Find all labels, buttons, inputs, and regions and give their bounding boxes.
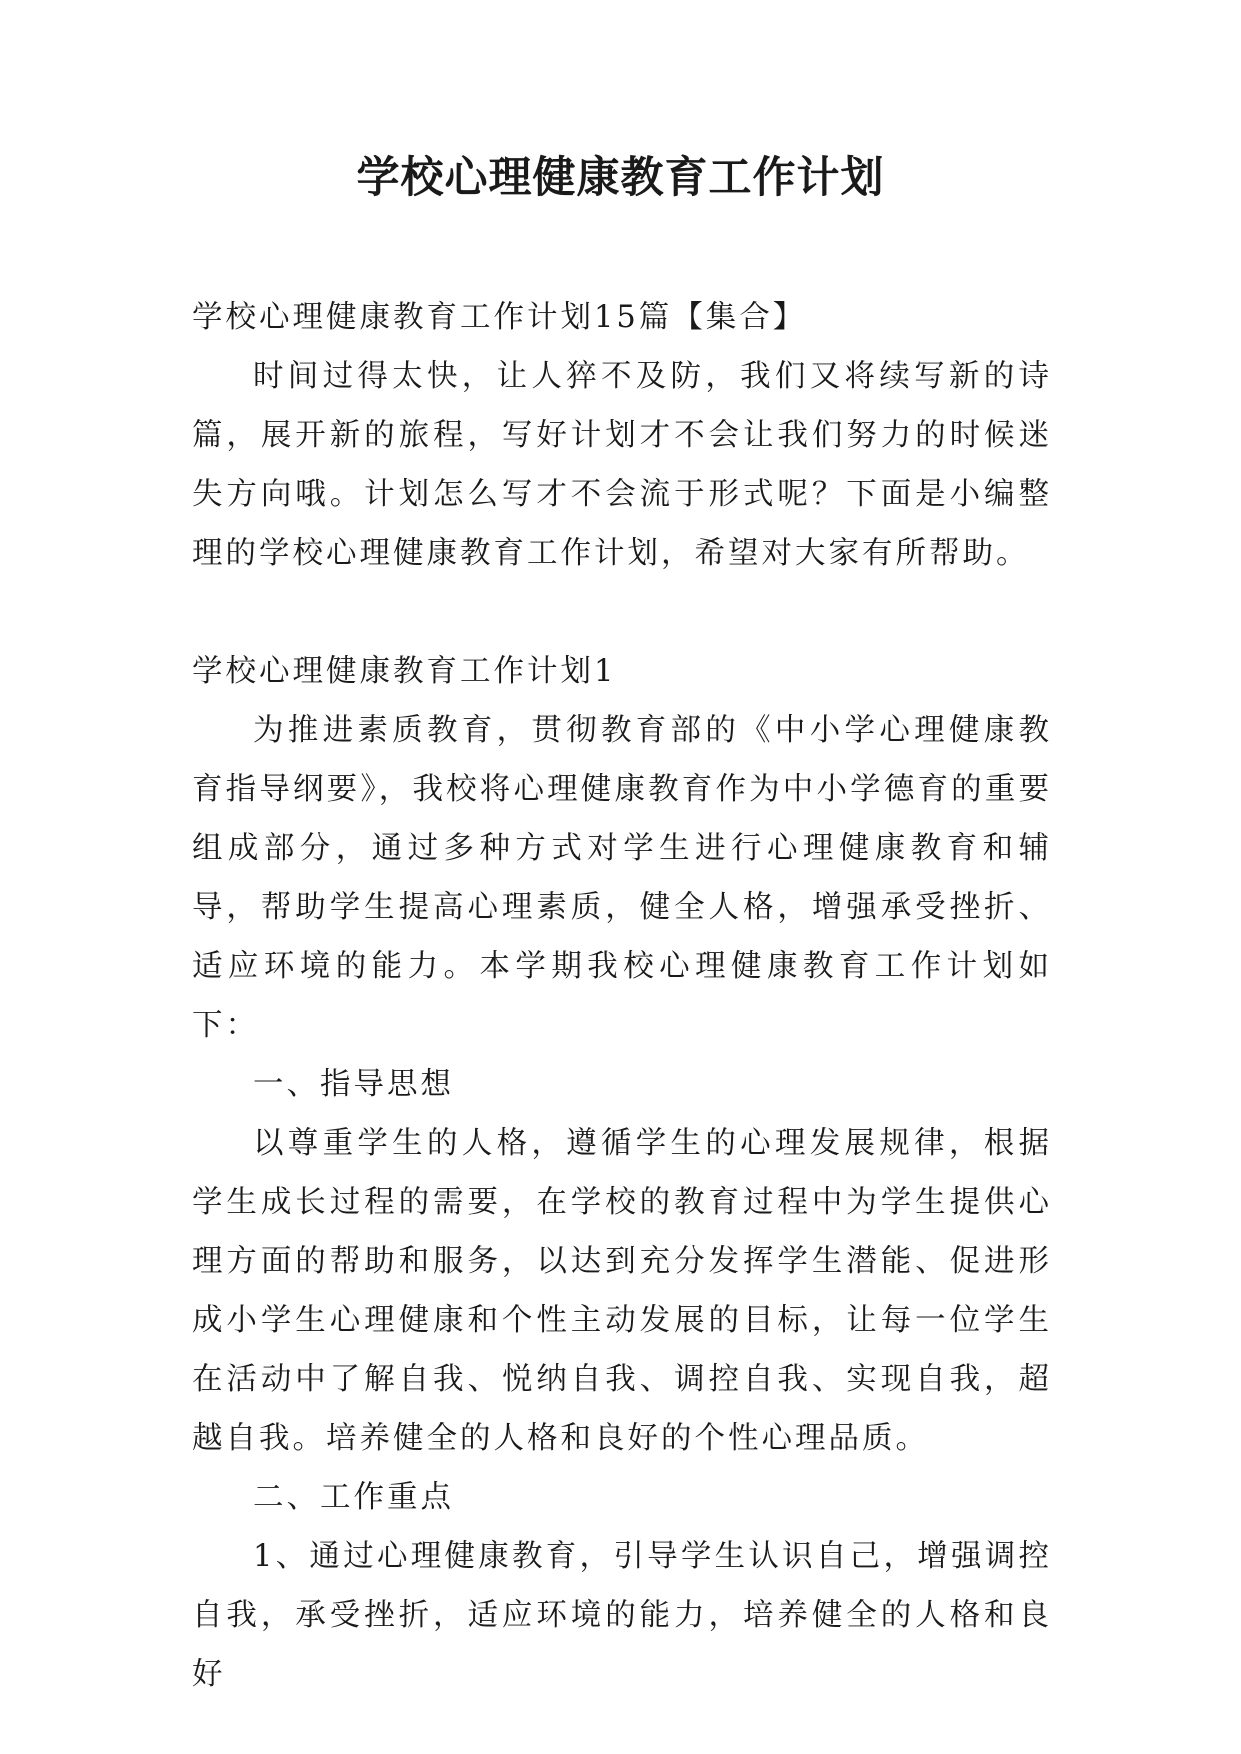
guiding-ideology-paragraph: 以尊重学生的人格，遵循学生的心理发展规律，根据学生成长过程的需要，在学校的教育过程中为学生提供心理方面的帮助和服务，以达到充分发挥学生潜能、促进形成小学生心理健康和个性主动发展的目标，让每一位学生在活动中了解自我、悦纳自我、调控自我、实现自我，超越自我。培养健全的人格和良好的个性心理品质。 xyxy=(192,1126,1052,1456)
intro-paragraph: 时间过得太快，让人猝不及防，我们又将续写新的诗篇，展开新的旅程，写好计划才不会让我们努力的时候迷失方向哦。计划怎么写才不会流于形式呢？下面是小编整理的学校心理健康教育工作计划，希望对大家有所帮助。 xyxy=(192,359,1052,571)
document-title: 学校心理健康教育工作计划 xyxy=(356,153,885,203)
heading-work-focus: 二、工作重点 xyxy=(253,1480,454,1515)
section-title: 学校心理健康教育工作计划1 xyxy=(192,654,617,689)
section-intro-paragraph: 为推进素质教育，贯彻教育部的《中小学心理健康教育指导纲要》，我校将心理健康教育作为中小学德育的重要组成部分，通过多种方式对学生进行心理健康教育和辅导，帮助学生提高心理素质，健全人格，增强承受挫折、适应环境的能力。本学期我校心理健康教育工作计划如下： xyxy=(192,713,1052,1043)
document-subtitle: 学校心理健康教育工作计划15篇【集合】 xyxy=(192,300,807,335)
work-focus-paragraph: 1、通过心理健康教育，引导学生认识自己，增强调控自我，承受挫折，适应环境的能力，培养健全的人格和良好 xyxy=(192,1539,1052,1692)
heading-guiding-ideology: 一、指导思想 xyxy=(253,1067,454,1102)
paragraph-spacer xyxy=(192,583,1052,642)
document-body xyxy=(192,288,1052,1704)
